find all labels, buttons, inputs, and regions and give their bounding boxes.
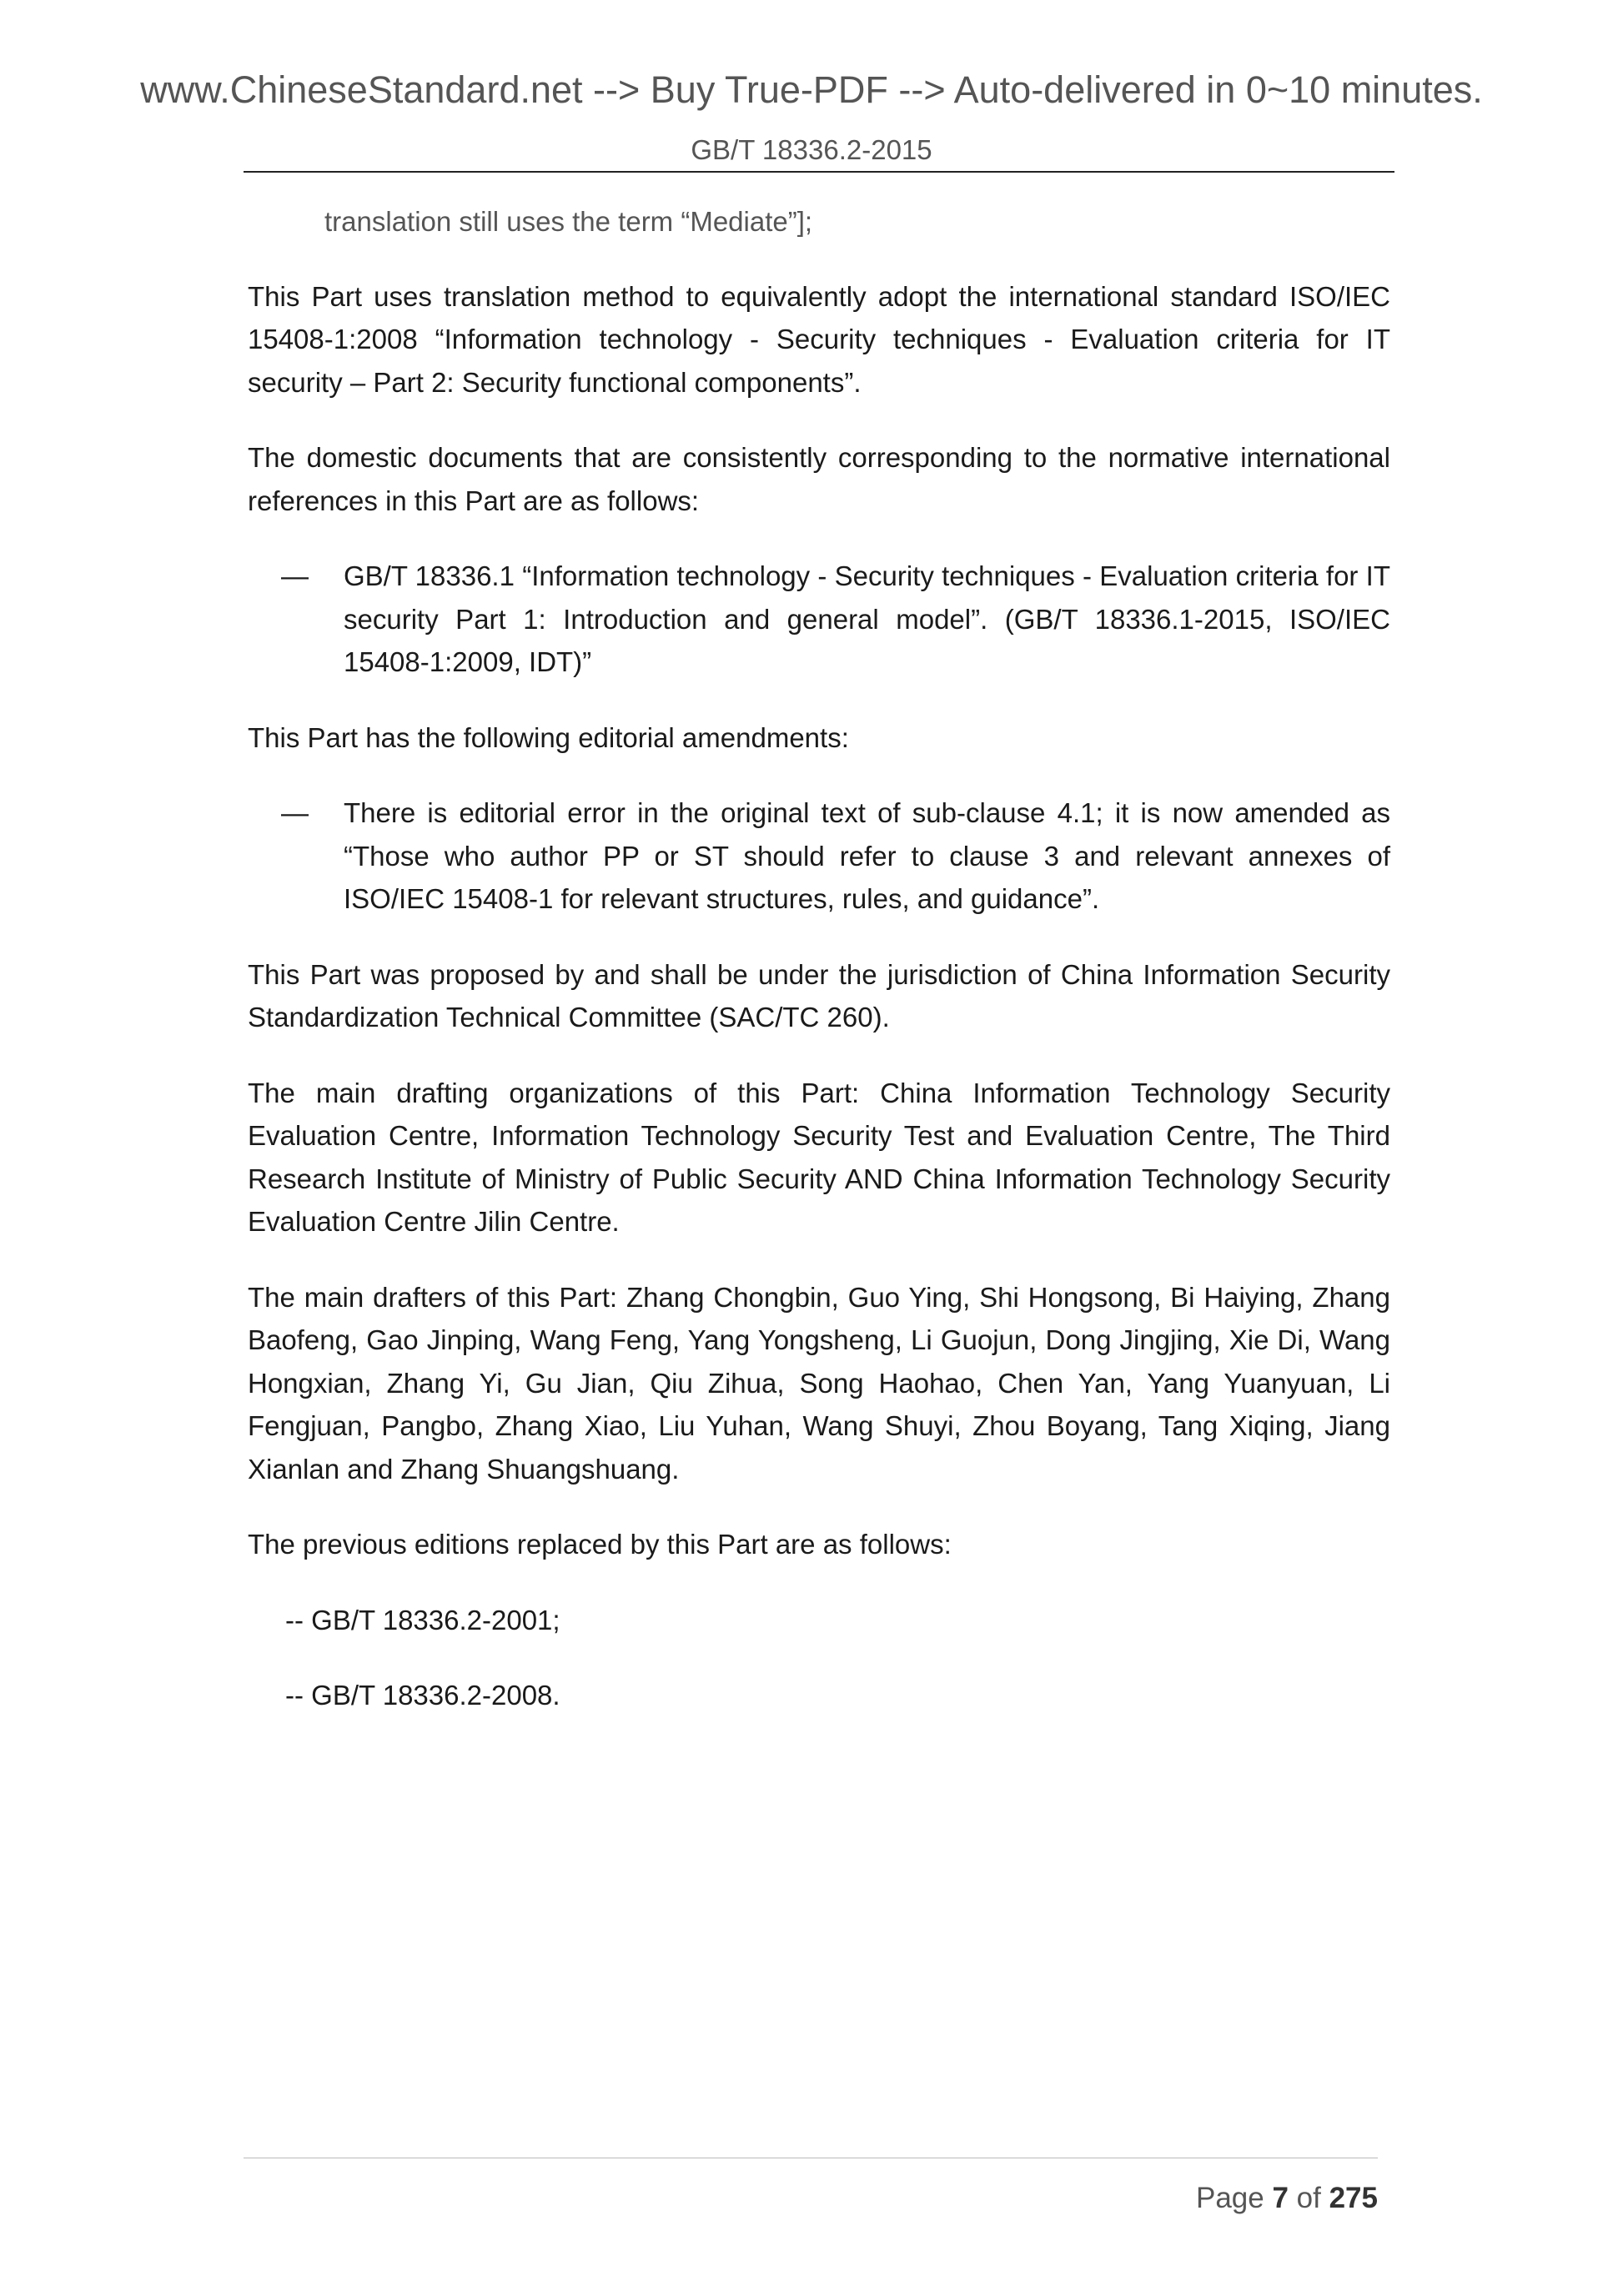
paragraph-organizations: The main drafting organizations of this Part: China Information Technology Security Evaluation Centre, Information Technology Security Test and Evaluation Centre, The Third Research Institute of Ministry of Public Security AND China Information Technology Security Evaluation Centre Jilin Centre.: [248, 1077, 1390, 1237]
document-body: [248, 200, 1390, 1750]
paragraph-drafters: The main drafters of this Part: Zhang Chongbin, Guo Ying, Shi Hongsong, Bi Haiying, Zhang Baofeng, Gao Jinping, Wang Feng, Yang Yongsheng, Li Guojun, Dong Jingjing, Xie Di, Wang Hongxian, Zhang Yi, Gu Jian, Qiu Zihua, Song Haohao, Chen Yan, Yang Yuanyuan, Li Fengjuan, Pangbo, Zhang Xiao, Liu Yuhan, Wang Shuyi, Zhou Boyang, Tang Xiqing, Jiang Xianlan and Zhang Shuangshuang.: [248, 1281, 1390, 1485]
previous-edition-item: -- GB/T 18336.2-2001;: [285, 1604, 560, 1635]
list-item-text: There is editorial error in the original text of sub-clause 4.1; it is now amended as “Those who author PP or ST should refer to clause 3 and relevant annexes of ISO/IEC 15408-1 for relevant structures, rules, and guidance”.: [344, 797, 1390, 914]
site-banner: www.ChineseStandard.net --> Buy True-PDF --> Auto-delivered in 0~10 minutes.: [140, 68, 1483, 111]
header-rule: [244, 171, 1394, 173]
paragraph-previous-editions: The previous editions replaced by this Part are as follows:: [248, 1529, 952, 1560]
page-number-footer: [1196, 2179, 1378, 2218]
page-of: of: [1296, 2182, 1321, 2214]
paragraph-adoption: This Part uses translation method to equivalently adopt the international standard ISO/IEC 15408-1:2008 “Information technology - Security techniques - Evaluation criteria for IT security – Part 2: Security functional components”.: [248, 280, 1390, 398]
paragraph-proposed: This Part was proposed by and shall be under the jurisdiction of China Information Security Standardization Technical Committee (SAC/TC 260).: [248, 958, 1390, 1032]
previous-edition-item: -- GB/T 18336.2-2008.: [285, 1680, 560, 1711]
page-total: 275: [1329, 2182, 1378, 2214]
page-prefix: Page: [1195, 2182, 1264, 2214]
list-item: [248, 791, 1390, 921]
standard-code-header: GB/T 18336.2-2015: [691, 134, 932, 165]
dash-marker: —: [281, 560, 309, 591]
page-number: 7: [1272, 2182, 1289, 2214]
paragraph-amendments: This Part has the following editorial amendments:: [248, 721, 849, 753]
list-item-text: GB/T 18336.1 “Information technology - Security techniques - Evaluation criteria for IT security Part 1: Introduction and general model”. (GB/T 18336.1-2015, ISO/IEC 15408-1:2009, IDT)”: [344, 560, 1390, 677]
paragraph-domestic-references: The domestic documents that are consistently corresponding to the normative international references in this Part are as follows:: [248, 442, 1390, 516]
dash-marker: —: [281, 797, 309, 828]
continuation-line: translation still uses the term “Mediate”];: [324, 206, 813, 237]
list-item: [248, 555, 1390, 684]
